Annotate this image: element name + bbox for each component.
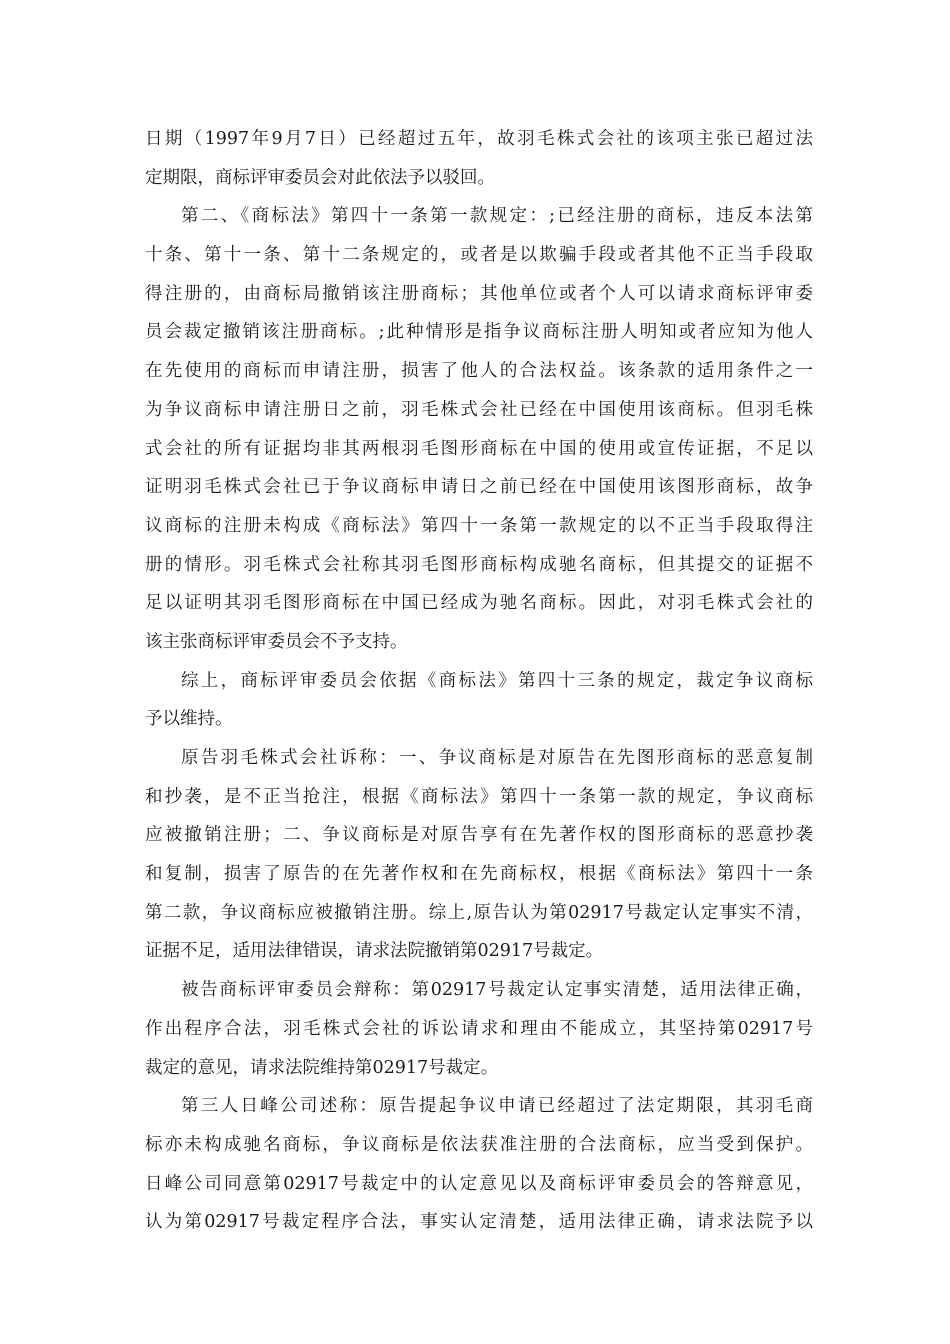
text-line: 第二款，争议商标应被撤销注册。综上,原告认为第02917号裁定认定事实不清，	[145, 902, 813, 923]
text-line: 综上，商标评审委员会依据《商标法》第四十三条的规定，裁定争议商标	[181, 670, 813, 691]
text-line: 第二、《商标法》第四十一条第一款规定：;已经注册的商标，违反本法第	[181, 206, 813, 227]
text-line: 和抄袭，是不正当抢注，根据《商标法》第四十一条第一款的规定，争议商标	[145, 786, 813, 807]
text-line: 册的情形。羽毛株式会社称其羽毛图形商标构成驰名商标，但其提交的证据不	[145, 554, 813, 575]
text-line: 式会社的所有证据均非其两根羽毛图形商标在中国的使用或宣传证据，不足以	[145, 438, 813, 459]
text-line: 定期限，商标评审委员会对此依法予以驳回。	[145, 167, 495, 188]
text-line: 为争议商标申请注册日之前，羽毛株式会社已经在中国使用该商标。但羽毛株	[145, 399, 813, 420]
text-line: 日峰公司同意第02917号裁定中的认定意见以及商标评审委员会的答辩意见，	[145, 1173, 813, 1194]
text-line: 证据不足，适用法律错误，请求法院撤销第02917号裁定。	[145, 941, 604, 962]
text-line: 足以证明其羽毛图形商标在中国已经成为驰名商标。因此，对羽毛株式会社的	[145, 593, 813, 614]
text-line: 该主张商标评审委员会不予支持。	[145, 631, 408, 652]
text-line: 被告商标评审委员会辩称：第02917号裁定认定事实清楚，适用法律正确，	[181, 980, 813, 1001]
document-body	[145, 120, 813, 1242]
text-line: 认为第02917号裁定程序合法，事实认定清楚，适用法律正确，请求法院予以	[145, 1212, 813, 1233]
text-line: 议商标的注册未构成《商标法》第四十一条第一款规定的以不正当手段取得注	[145, 515, 813, 536]
text-line: 第三人日峰公司述称：原告提起争议申请已经超过了法定期限，其羽毛商	[181, 1096, 813, 1117]
text-line: 标亦未构成驰名商标，争议商标是依法获准注册的合法商标，应当受到保护。	[145, 1134, 813, 1155]
text-line: 日期（1997年9月7日）已经超过五年，故羽毛株式会社的该项主张已超过法	[145, 129, 813, 149]
text-line: 作出程序合法，羽毛株式会社的诉讼请求和理由不能成立，其坚持第02917号	[145, 1018, 813, 1039]
text-line: 证明羽毛株式会社已于争议商标申请日之前已经在中国使用该图形商标，故争	[145, 477, 813, 498]
text-line: 十条、第十一条、第十二条规定的，或者是以欺骗手段或者其他不正当手段取	[145, 245, 813, 266]
text-line: 应被撤销注册；二、争议商标是对原告享有在先著作权的图形商标的恶意抄袭	[145, 825, 813, 846]
text-line: 员会裁定撤销该注册商标。;此种情形是指争议商标注册人明知或者应知为他人	[145, 322, 813, 343]
text-line: 原告羽毛株式会社诉称：一、争议商标是对原告在先图形商标的恶意复制	[181, 748, 813, 768]
text-line: 得注册的，由商标局撤销该注册商标；其他单位或者个人可以请求商标评审委	[145, 283, 813, 304]
text-line: 予以维持。	[145, 709, 233, 730]
text-line: 裁定的意见，请求法院维持第02917号裁定。	[145, 1057, 499, 1078]
text-line: 在先使用的商标而申请注册，损害了他人的合法权益。该条款的适用条件之一	[145, 361, 813, 382]
text-line: 和复制，损害了原告的在先著作权和在先商标权，根据《商标法》第四十一条	[145, 864, 813, 885]
